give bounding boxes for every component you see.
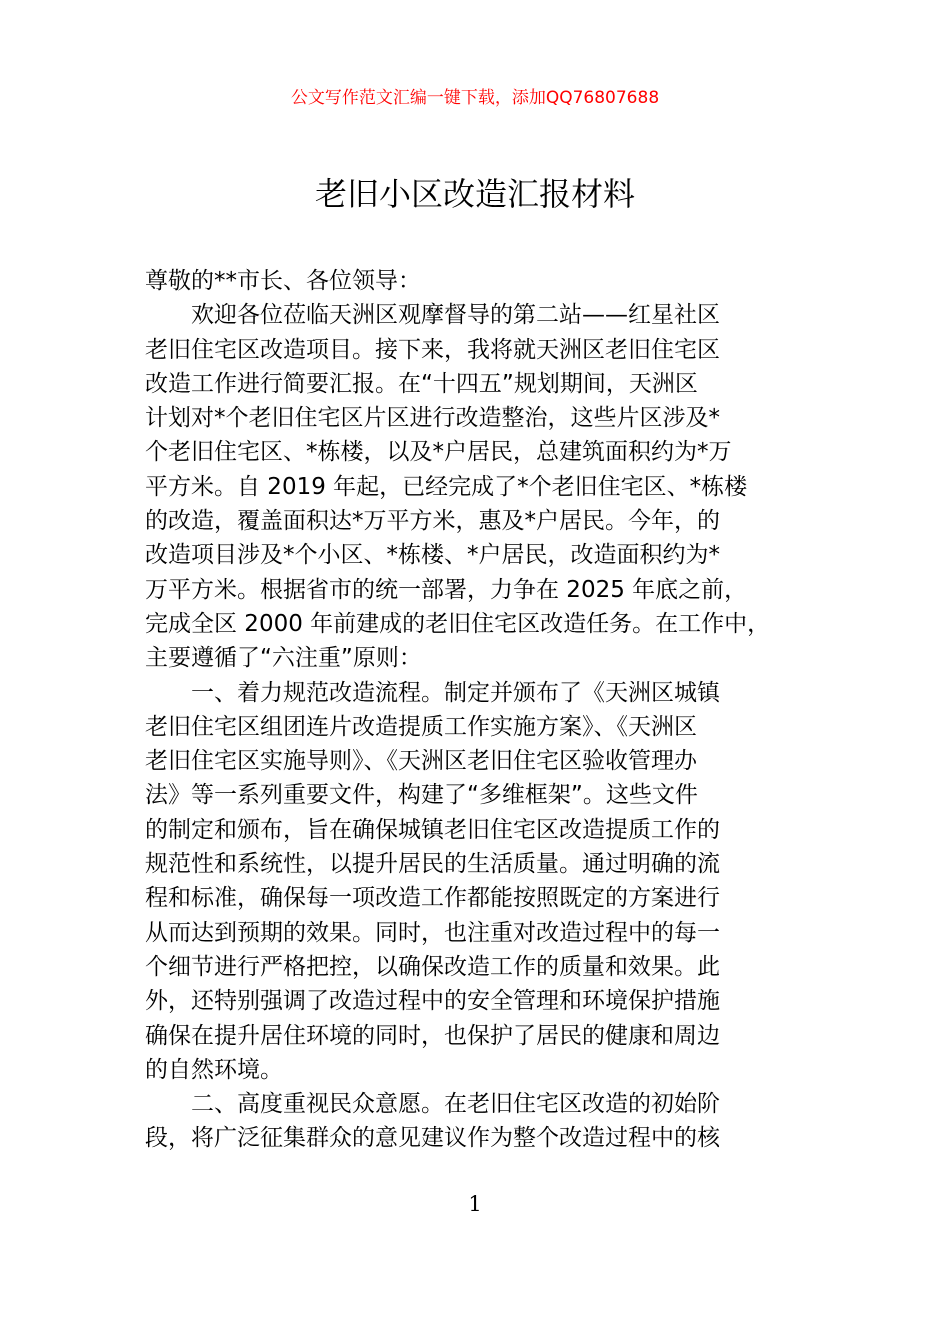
paragraph-line: 改造项目涉及*个小区、*栋楼、*户居民，改造面积约为* [145, 542, 720, 569]
paragraph-line: 的改造，覆盖面积达*万平方米，惠及*户居民。今年，的 [145, 508, 720, 535]
paragraph-line: 老旧住宅区实施导则》、《天洲区老旧住宅区验收管理办 [145, 748, 697, 775]
page-number: 1 [468, 1192, 482, 1216]
page-title: 老旧小区改造汇报材料 [314, 175, 635, 213]
paragraph-line: 完成全区 2000 年前建成的老旧住宅区改造任务。在工作中， [145, 610, 771, 637]
section-heading-line: 一、着力规范改造流程。制定并颁布了《天洲区城镇 [191, 679, 720, 706]
paragraph-line: 的自然环境。 [145, 1056, 283, 1083]
paragraph-line: 老旧住宅区改造项目。接下来，我将就天洲区老旧住宅区 [145, 336, 720, 363]
paragraph-line: 程和标准，确保每一项改造工作都能按照既定的方案进行 [145, 885, 720, 912]
salutation-line: 尊敬的**市长、各位领导： [145, 268, 421, 294]
paragraph-line: 法》等一系列重要文件，构建了“多维框架”。这些文件 [145, 782, 698, 809]
paragraph-line: 从而达到预期的效果。同时，也注重对改造过程中的每一 [145, 919, 720, 946]
paragraph-line: 确保在提升居住环境的同时，也保护了居民的健康和周边 [145, 1022, 720, 1049]
paragraph-line: 欢迎各位莅临天洲区观摩督导的第二站——红星社区 [191, 302, 720, 329]
paragraph-line: 主要遵循了“六注重”原则： [145, 645, 422, 672]
paragraph-line: 计划对*个老旧住宅区片区进行改造整治，这些片区涉及* [145, 405, 720, 432]
paragraph-line: 的制定和颁布，旨在确保城镇老旧住宅区改造提质工作的 [145, 816, 720, 843]
paragraph-line: 平方米。自 2019 年起，已经完成了*个老旧住宅区、*栋楼 [145, 473, 748, 500]
paragraph-line: 万平方米。根据省市的统一部署，力争在 2025 年底之前， [145, 576, 748, 603]
paragraph-line: 改造工作进行简要汇报。在“十四五”规划期间，天洲区 [145, 370, 698, 397]
paragraph-line: 规范性和系统性，以提升居民的生活质量。通过明确的流 [145, 851, 720, 878]
paragraph-line: 老旧住宅区组团连片改造提质工作实施方案》、《天洲区 [145, 713, 697, 740]
header-note: 公文写作范文汇编一键下载，添加QQ76807688 [290, 88, 660, 108]
section-heading-line: 二、高度重视民众意愿。在老旧住宅区改造的初始阶 [191, 1091, 720, 1118]
paragraph-line: 个老旧住宅区、*栋楼，以及*户居民，总建筑面积约为*万 [145, 439, 732, 466]
paragraph-line: 个细节进行严格把控，以确保改造工作的质量和效果。此 [145, 953, 720, 980]
paragraph-line: 外，还特别强调了改造过程中的安全管理和环境保护措施 [145, 988, 720, 1015]
document-body [145, 264, 835, 1156]
paragraph-line: 段，将广泛征集群众的意见建议作为整个改造过程中的核 [145, 1125, 720, 1152]
